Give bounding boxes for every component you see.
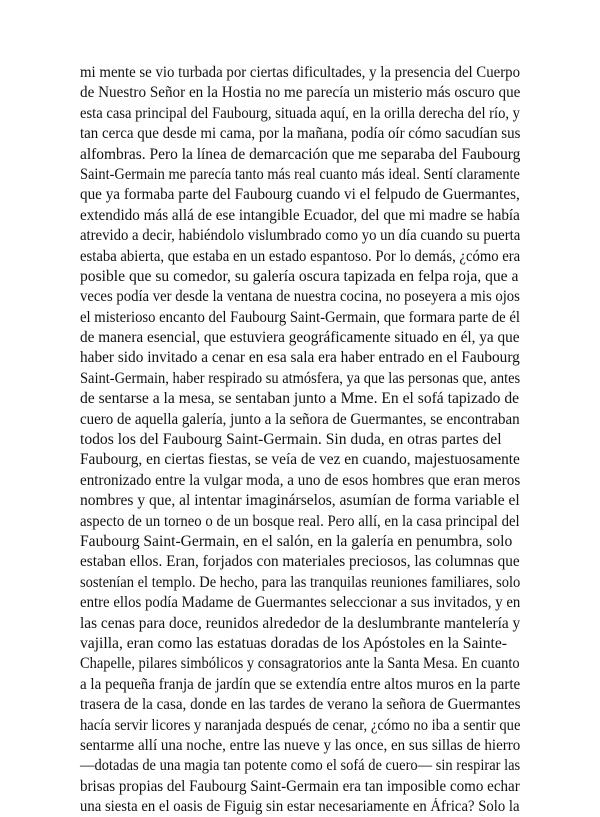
text-line: tan cerca que desde mi cama, por la mañana, podía oír cómo sacudían sus: [80, 125, 521, 143]
text-line: nombres y que, al intentar imaginárselos, asumían de forma variable el: [80, 492, 520, 510]
text-line: de sentarse a la mesa, se sentaban junto a Mme. En el sofá tapizado de: [80, 390, 520, 408]
text-line: brisas propias del Faubourg Saint-Germain era tan imposible como echar: [80, 777, 520, 795]
text-line: Faubourg Saint-Germain, en el salón, en la galería en penumbra, solo: [80, 532, 513, 550]
text-line: todos los del Faubourg Saint-Germain. Sin duda, en otras partes del: [80, 431, 502, 449]
text-line: sostenían el templo. De hecho, para las tranquilas reuniones familiares, solo: [80, 573, 521, 591]
text-line: veces podía ver desde la ventana de nuestra cocina, no poseyera a mis ojos: [80, 288, 520, 306]
text-line: el misterioso encanto del Faubourg Saint-Germain, que formara parte de él: [80, 308, 520, 326]
text-line: sentarme allí una noche, entre las nueve y las once, en sus sillas de hierro: [80, 736, 521, 754]
text-line: extendido más allá de ese intangible Ecuador, del que mi madre se había: [80, 206, 520, 224]
text-line: de Nuestro Señor en la Hostia no me parecía un misterio más oscuro que: [80, 84, 521, 102]
text-line: Faubourg, en ciertas fiestas, se veía de vez en cuando, majestuosamente: [80, 451, 520, 469]
text-line: atrevido a decir, habiéndolo vislumbrado como yo un día cuando su puerta: [80, 227, 521, 245]
text-line: vajilla, eran como las estatuas doradas de los Apóstoles en la Sainte-: [80, 634, 507, 652]
text-line: que ya formaba parte del Faubourg cuando vi el felpudo de Guermantes,: [80, 186, 520, 204]
body-text: [80, 63, 520, 817]
text-line: trasera de la casa, donde en las tardes de verano la señora de Guermantes: [80, 696, 521, 714]
text-line: estaba abierta, que estaba en un estado espantoso. Por lo demás, ¿cómo era: [80, 247, 521, 265]
text-line: alfombras. Pero la línea de demarcación que me separaba del Faubourg: [80, 145, 521, 163]
text-line: esta casa principal del Faubourg, situada aquí, en la orilla derecha del río, y: [80, 104, 520, 122]
text-line: una siesta en el oasis de Figuig sin estar necesariamente en África? Solo la: [80, 798, 520, 816]
text-line: de manera esencial, que estuviera geográficamente situado en él, ya que: [80, 329, 520, 347]
text-line: las cenas para doce, reunidos alrededor de la deslumbrante mantelería y: [80, 614, 521, 632]
text-line: estaban ellos. Eran, forjados con materiales preciosos, las columnas que: [80, 553, 520, 571]
text-line: —dotadas de una magia tan potente como el sofá de cuero— sin respirar las: [80, 757, 521, 775]
text-line: haber sido invitado a cenar en esa sala era haber entrado en el Faubourg: [80, 349, 520, 367]
text-line: cuero de aquella galería, junto a la señora de Guermantes, se encontraban: [80, 410, 520, 428]
text-line: entre ellos podía Madame de Guermantes seleccionar a sus invitados, y en: [80, 594, 521, 612]
text-line: Saint-Germain, haber respirado su atmósfera, ya que las personas que, antes: [80, 369, 521, 387]
text-line: a la pequeña franja de jardín que se extendía entre altos muros en la parte: [80, 675, 521, 693]
text-line: entronizado entre la vulgar moda, a uno de esos hombres que eran meros: [80, 471, 521, 489]
text-line: Saint-Germain me parecía tanto más real cuanto más ideal. Sentí claramente: [80, 165, 520, 183]
text-line: Chapelle, pilares simbólicos y consagratorios ante la Santa Mesa. En cuanto: [80, 655, 520, 673]
text-line: mi mente se vio turbada por ciertas dificultades, y la presencia del Cuerpo: [80, 64, 521, 81]
text-line: hacía servir licores y naranjada después de cenar, ¿cómo no iba a sentir que: [80, 716, 521, 734]
text-line: posible que su comedor, su galería oscura tapizada en felpa roja, que a: [80, 267, 519, 285]
text-line: aspecto de un torneo o de un bosque real. Pero allí, en la casa principal del: [80, 512, 520, 530]
